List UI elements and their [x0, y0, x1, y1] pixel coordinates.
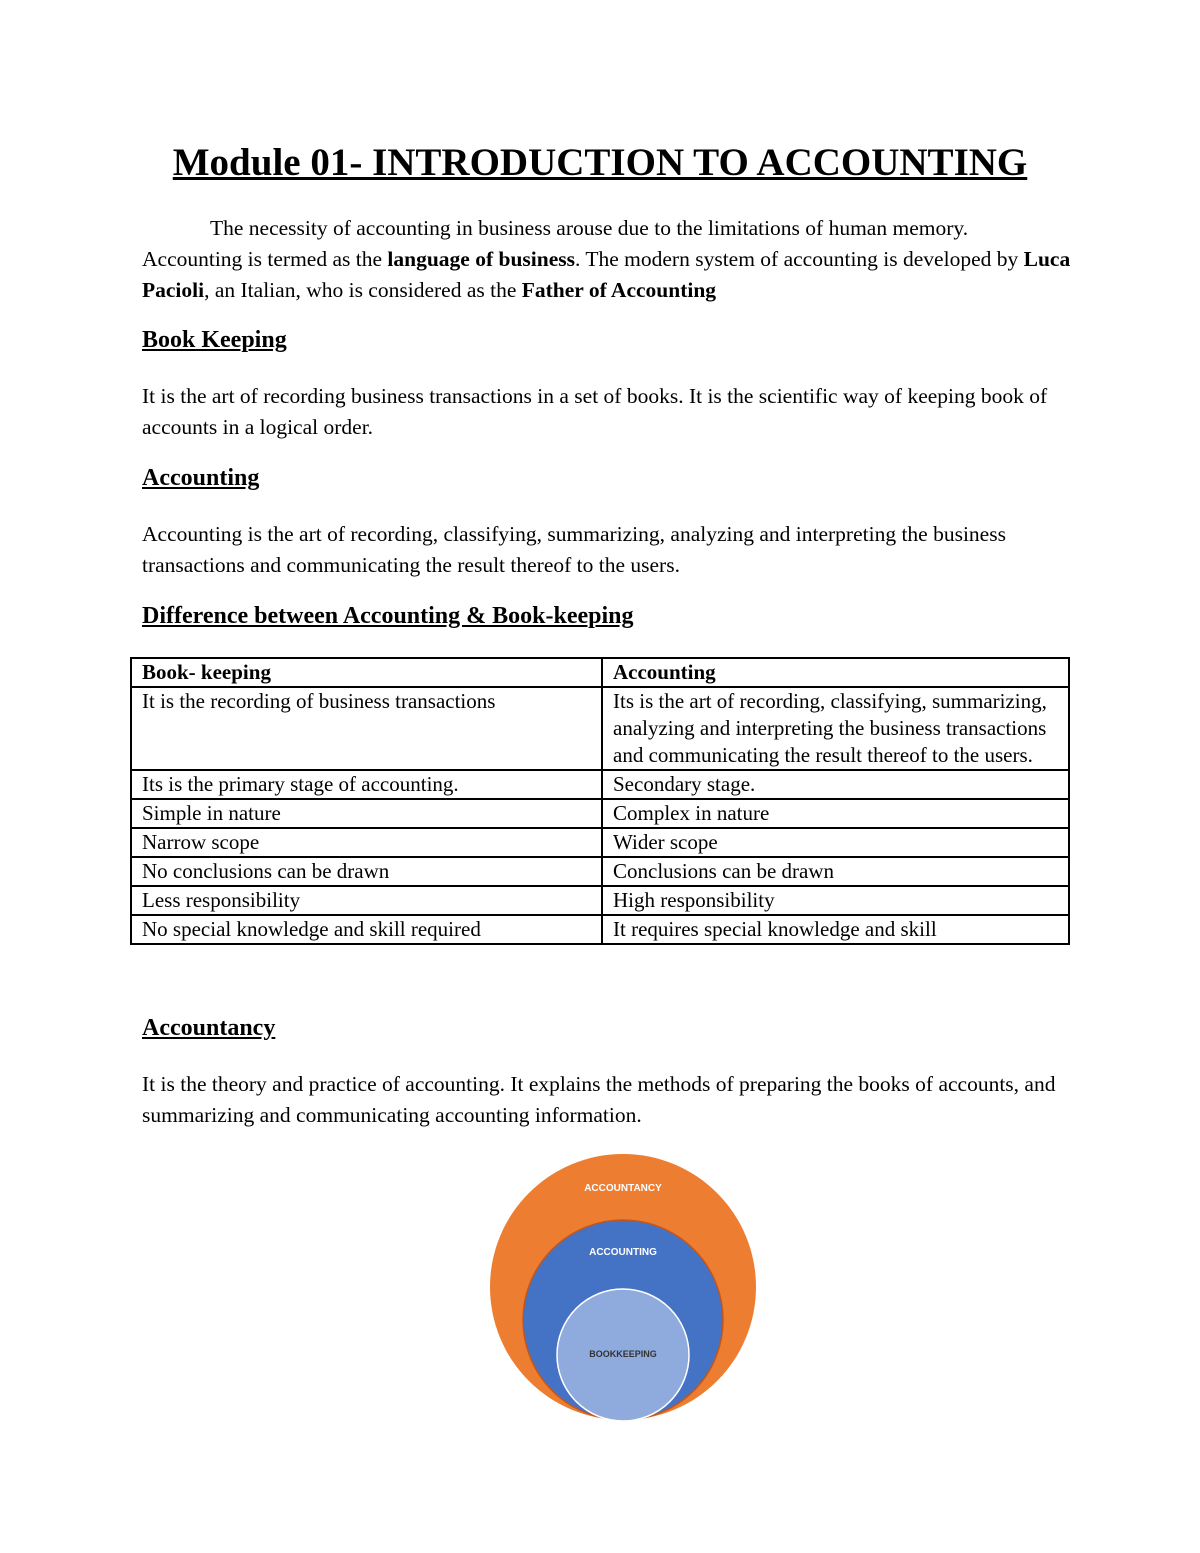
table-row: [131, 770, 1069, 799]
accountancy-heading: Accountancy: [142, 1015, 276, 1041]
intro-bold-father: Father of Accounting: [521, 278, 717, 302]
table-row: [131, 857, 1069, 886]
table-cell: Simple in nature: [131, 799, 602, 828]
table-row: [131, 886, 1069, 915]
table-cell: Narrow scope: [131, 828, 602, 857]
accounting-heading: Accounting: [142, 465, 260, 491]
accountancy-label: ACCOUNTANCY: [584, 1183, 662, 1194]
table-cell: No conclusions can be drawn: [131, 857, 602, 886]
difference-table: [130, 657, 1070, 945]
table-row: [131, 687, 1069, 770]
difference-heading: Difference between Accounting & Book-keeping: [142, 603, 634, 629]
table-header-bookkeeping: Book- keeping: [131, 658, 602, 687]
table-cell: Conclusions can be drawn: [602, 857, 1069, 886]
table-cell: Less responsibility: [131, 886, 602, 915]
table-row: [131, 915, 1069, 944]
intro-paragraph: [142, 213, 1072, 306]
intro-text-3: , an Italian, who is considered as the: [204, 278, 522, 302]
table-cell: It requires special knowledge and skill: [602, 915, 1069, 944]
intro-text-1: The necessity of accounting in business arouse due to the limitations of human memory. Accounting is termed as the: [142, 216, 969, 271]
table-row: [131, 799, 1069, 828]
table-cell: It is the recording of business transactions: [131, 687, 602, 770]
accountancy-text: It is the theory and practice of accounting. It explains the methods of preparing the books of accounts, and summarizing and communicating accounting information.: [142, 1072, 1056, 1127]
intro-text-2: . The modern system of accounting is developed by: [575, 247, 1024, 271]
bookkeeping-text: It is the art of recording business transactions in a set of books. It is the scientific way of keeping book of accounts in a logical order.: [142, 384, 1048, 439]
table-header-accounting: Accounting: [602, 658, 1069, 687]
table-cell: Wider scope: [602, 828, 1069, 857]
page-title: Module 01- INTRODUCTION TO ACCOUNTING: [172, 141, 1028, 184]
table-cell: High responsibility: [602, 886, 1069, 915]
table-cell: Secondary stage.: [602, 770, 1069, 799]
bookkeeping-heading: Book Keeping: [142, 327, 287, 353]
table-header-row: [131, 658, 1069, 687]
table-row: [131, 828, 1069, 857]
nested-circles-diagram: [490, 1150, 780, 1425]
accounting-label: ACCOUNTING: [589, 1247, 657, 1258]
table-cell: No special knowledge and skill required: [131, 915, 602, 944]
intro-bold-language: language of business: [387, 247, 575, 271]
intro-bold-pacioli: Luca Pacioli: [142, 247, 1071, 302]
bookkeeping-label: BOOKKEEPING: [589, 1349, 657, 1359]
table-cell: Complex in nature: [602, 799, 1069, 828]
table-cell: Its is the primary stage of accounting.: [131, 770, 602, 799]
accounting-text: Accounting is the art of recording, classifying, summarizing, analyzing and interpreting the business transactions and communicating the result thereof to the users.: [142, 522, 1006, 577]
table-cell: Its is the art of recording, classifying, summarizing, analyzing and interpreting the business transactions and communicating the result thereof to the users.: [602, 687, 1069, 770]
